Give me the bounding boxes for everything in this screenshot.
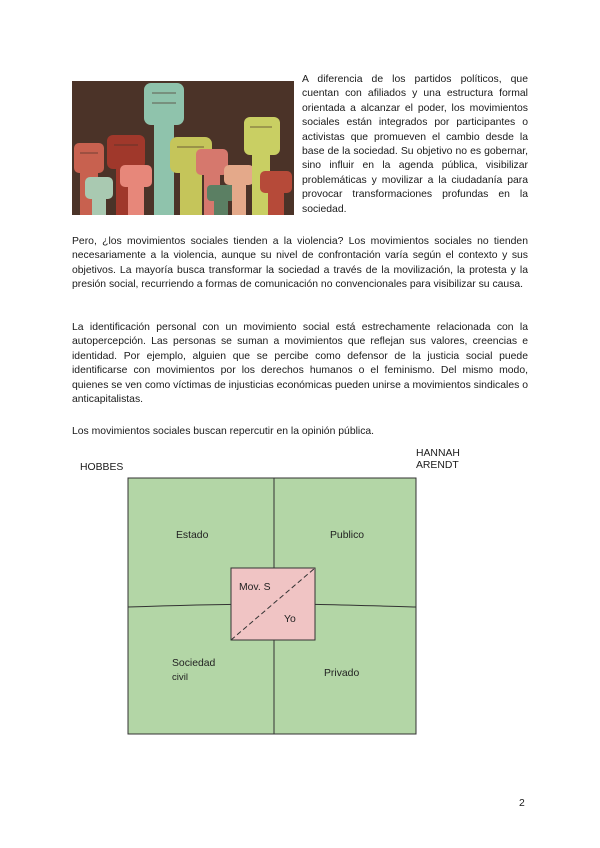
paragraph-public-opinion: Los movimientos sociales buscan repercutir en la opinión pública. bbox=[72, 426, 375, 437]
center-mov-s: Mov. S bbox=[239, 582, 271, 593]
page-number: 2 bbox=[519, 798, 525, 809]
center-yo: Yo bbox=[284, 614, 296, 625]
intro-paragraph: A diferencia de los partidos políticos, que cuentan con afiliados y una estructura formal orientada a alcanzar el poder, los movimientos sociales están integrados por participantes o activistas que promueven el cambio desde la base de la sociedad. Su objetivo no es gobernar, sino influir en la agenda pública, visibilizar problemáticas y movilizar a la ciudadanía para provocar transformaciones profundas en la sociedad. bbox=[302, 74, 528, 215]
label-hannah-arendt: HANNAH ARENDT bbox=[416, 448, 460, 471]
quadrant-civil: civil bbox=[172, 672, 188, 683]
quadrant-sociedad: Sociedad bbox=[172, 658, 216, 669]
public-private-diagram bbox=[126, 476, 418, 736]
quadrant-privado: Privado bbox=[324, 668, 360, 679]
paragraph-identity: La identificación personal con un movimiento social está estrechamente relacionada con la autopercepción. Las personas se suman a movimientos que reflejan sus valores, creencias e identidad. Por ejemplo, alguien que se percibe como defensor de la justicia social puede identificarse con movimientos por los derechos humanos o el feminismo. Del mismo modo, quienes se ven como víctimas de injusticias económicas pueden unirse a movimientos sindicales o anticapitalistas. bbox=[72, 322, 528, 406]
quadrant-estado: Estado bbox=[176, 530, 209, 541]
raised-fists-illustration bbox=[72, 81, 294, 215]
fists-image bbox=[72, 81, 294, 215]
label-hobbes: HOBBES bbox=[80, 462, 124, 473]
paragraph-violence: Pero, ¿los movimientos sociales tienden a la violencia? Los movimientos sociales no tienden necesariamente a la violencia, aunque su nivel de confrontación varía según el contexto y sus objetivos. La mayoría busca transformar la sociedad a través de la movilización, la protesta y la presión social, recurriendo a formas de comunicación no convencionales para visibilizar su causa. bbox=[72, 236, 528, 291]
quadrant-publico: Publico bbox=[330, 530, 365, 541]
